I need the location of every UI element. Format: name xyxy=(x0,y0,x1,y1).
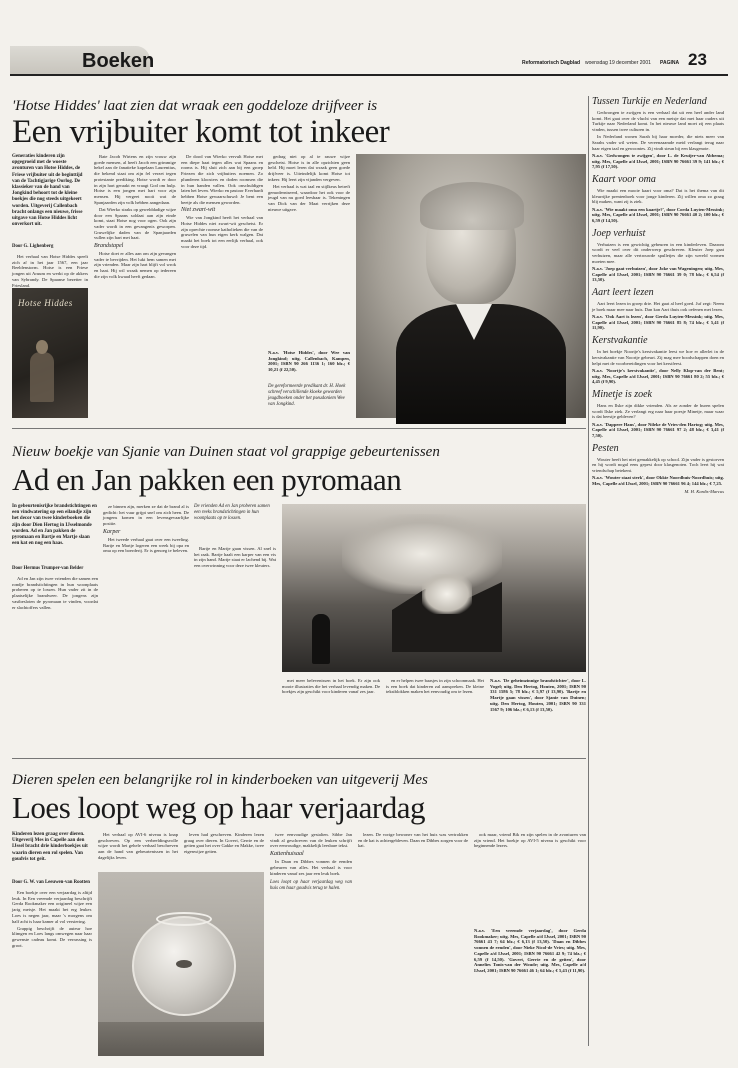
article2-inset-caption: De vrienden Ad en Jan proberen samen een reeks brandstichtingen in hun woonplaats op te lossen. xyxy=(194,504,270,521)
article3-col5: lezen. De vorige bewoner van het huis was vertrokken en de kat is achtergebleven. Daan en Dibbes zorgen voor de kat. xyxy=(358,832,468,849)
cover-title: Hotse Hiddes xyxy=(18,298,73,308)
article2-col5: en er helpen twee baasjes in zijn schoonmaak. Het is een boek dat kinderen zal aanspreken. De kleine tekstblokken maken het eenvoudig om te lezen. xyxy=(386,678,484,695)
page-number: 23 xyxy=(688,50,707,69)
masthead-rule xyxy=(10,74,728,76)
portrait-hair xyxy=(420,182,524,230)
sidebar-info-1: N.a.v. 'Gedwongen te zwijgen', door L. de Kruijer-van Abbema; uitg. Mes, Capelle a/d IJssel, 2001; ISBN 90 76661 39 9; 141 blz.; € 7,95 (f 17,50). xyxy=(592,152,724,170)
article3-col2: Het verhaal op AVI-6 niveau is knap geschreven. Op een verbeeldingsvolle wijze wordt het gehele verhaal beschreven aan de hand van gebeurtenissen in het dagelijks leven. xyxy=(98,832,178,860)
sidebar-info-5: N.a.v. 'Noortje's kerstvakantie', door Nelly Klop-van der Bent; uitg. Mes, Capelle a/d IJssel, 2001; ISBN 90 76661 80 2; 55 blz.; € 4,45 (f 9,90). xyxy=(592,367,724,385)
fishbowl-rim xyxy=(156,912,212,926)
sidebar-signature: M. H. Kardis-Marcus xyxy=(684,488,724,494)
article1-info: N.a.v. 'Hotse Hiddes', door Wee van Jongkind; uitg. Callenbach, Kampen, 2001; ISBN 90 266 1136 1; 160 blz.; € 10,21 (f 22,50). xyxy=(268,350,350,373)
article3-col3: leven had geschreven. Kinderen lezen graag over dieren. In Govert, Gerrie en de geiten gaat het over Gakke en Makke, twee eigenwijze geiten. xyxy=(184,832,264,855)
paper-name: Reformatorisch Dagblad xyxy=(522,60,581,66)
book-cover-image xyxy=(12,288,88,418)
article2-subhead-karper: Karper xyxy=(103,528,121,535)
article3-col6: ook maar, vriend Bik en zijn spelen in de avonturen van zijn vriend. Het boekje op AVI-5 niveau is geschikt voor beginnende lezers. xyxy=(474,832,586,849)
sidebar-heading-6: Minetje is zoek xyxy=(592,388,652,400)
article2-lead: In gebeurtenisrijke brandstichtingen en een vindwatering op een eilandje zijn het decor van twee kinderboeken die zijn door Dien Hertog in IJsselmonde worden. Ad en Jan pakken de pyromaan en Bartje en Martje slaan een kat en nog een haas. xyxy=(12,504,97,547)
masthead xyxy=(0,46,738,76)
article3-byline: Door G. W. van Leeuwen-van Rootten xyxy=(12,880,90,885)
sidebar-heading-7: Pesten xyxy=(592,442,619,454)
table-edge xyxy=(98,1022,264,1056)
sidebar-heading-2: Kaart voor oma xyxy=(592,174,656,186)
fire-photo xyxy=(282,504,586,672)
article3-col1: Een boekje over een verjaardag is altijd leuk. In Een vreemde verjaardag beschrijft Gerda Rookmaker een origineel wijze een jarig meisje. Het maakt het erg leuker. Loes is negen jaar, maar 's morgens om half acht is haar kamer al vol versiering. Grappig beschrijft de auteur hoe klimgen en Loes langs omwegen naar haar gewenste cadeau komt. De verrassing is groot. xyxy=(12,890,92,948)
article3-photo-caption: Loes loopt op haar verjaardag weg van huis om haar goudvis terug te halen. xyxy=(270,880,352,892)
author-portrait-photo xyxy=(356,154,586,418)
article3-kicker: Dieren spelen een belangrijke rol in kinderboeken van uitgeverij Mes xyxy=(12,772,428,788)
article2-top-rule xyxy=(12,428,586,429)
article1-subhead-brandstapel: Brandstapel xyxy=(94,243,124,250)
flames xyxy=(422,574,472,614)
article1-col2: Bate Jacob Wirtens en zijn vrouw zijn goede mensen, al heeft Jacob een grimmige hekel aan de fanatieke kapelaan Laurentius, die bekend staat om zijn fel verzet tegen protestante prediking. Hotse wordt er door in zijn hart geraakt en vraagt God om hulp. Hotse is een jongen met hart voor zijn mensen. Hij vergeet nooit wat de Spanjaarden zijn volk hebben aangedaan. Dat Wierko straks op gewelddadige wijze door een Spaans soldaat aan zijn einde komt, staat Hotse nog voor ogen. Ook zijn vader wordt in een gevangenis geworpen. Gruwelijke daden van de Spanjaarden vullen zijn hart met haat. Brandstapel Hotse doet er alles aan om zijn gevangen vader te bevrijden. Het lukt hem samen met zijn vrienden. Maar zijn hart blijft vol wrok en haat. Hij wil wraak nemen op iedereen die zijn volk kwaad heeft gedaan. xyxy=(94,154,176,279)
article3-top-rule xyxy=(12,758,586,759)
article1-headline: Een vrijbuiter komt tot inkeer xyxy=(12,114,390,150)
article2-col4: met meer belevenissen in het boek. Er zijn ook mooie illustraties die het verhaal levendig maken. De boekjes zijn geschikt voor kinderen vanaf zes jaar. xyxy=(282,678,380,695)
sidebar-heading-4: Aart leert lezen xyxy=(592,287,654,299)
article1-byline: Door G. Lighenberg xyxy=(12,244,54,249)
section-title: Boeken xyxy=(82,50,155,72)
sidebar-info-7: N.a.v. 'Wouter staat sterk', door Okkie Noordhuis-Noordhuis; uitg. Mes, Capelle a/d IJssel, 2001; ISBN 90 76661 96 4; 144 blz.; € 7,25. xyxy=(592,475,724,486)
article2-byline: Door Hermus Trumper-van Belder xyxy=(12,566,84,571)
cover-figure-head xyxy=(36,340,48,354)
article1-col3: De dood van Wierko vervult Hotse met een diepe haat tegen alles wat Spaans en rooms is. Hij sluit zich aan bij een groep Friezen die zich vrijbuiters noemen. Zo plunderen kloosters en doden roomsen die in hun handen vallen. Ook onschuldigen laten het leven. Wierko en pastoor Everhardt hebben Hotse gewaarschuwd: Je bent een beetje als die mensen geworden. Niet zwart-wit Wie van Jongkind heeft het verhaal van Hotse Hiddes niet zwart-wit geschetst. Er zijn oprechte roomse katholieken die van de gruwelen van hun eigen kerk walgen. Dat maakt het boek tot een eerlijk verhaal, ook voor deze tijd. xyxy=(181,154,264,249)
article2-kicker: Nieuw boekje van Sjanie van Duinen staat vol grappige gebeurtenissen xyxy=(12,444,440,460)
fishbowl-photo xyxy=(98,872,264,1056)
cover-figure xyxy=(30,352,54,402)
article3-subhead: Kattenhuisaal xyxy=(270,851,304,858)
article1-subhead-zwart-wit: Niet zwart-wit xyxy=(181,207,216,214)
article1-col4: gedrag niet op al te rauwe wijze geschetst. Hotse is in alle opzichten geen held. Hij moet leren dat wraak geen goede drijfveer is. Uiteindelijk komt Hotse tot inkeer. Hij leert zijn vijanden vergeven. Het verhaal is wat taal en stijlkeus betreft gemoderniseerd, waardoor het ook voor de jeugd van nu goed leesbaar is. Tekeningen van Dick van der Maat verrijken deze nieuwe uitgave. xyxy=(268,154,350,212)
date-label: woensdag 19 december 2001 xyxy=(585,60,651,66)
goldfish xyxy=(176,960,192,968)
article2-col3: Bartje en Martje gaan vissen. Al snel is het raak. Bartje haalt een karper van een vis in zijn hand. Martje staat er lachend bij. Wat een overwinning voor deze twee kleuters. xyxy=(194,546,276,569)
sidebar-info-6: N.a.v. 'Dappere Hans', door Nileke de Vries-den Hartog; uitg. Mes, Capelle a/d IJssel, 2001; ISBN 90 76661 97 2; 48 blz.; € 3,41 (f 7,50). xyxy=(592,421,724,438)
article3-col4: twee eenvoudige gestalten. Sibbe Jan vindt al geschreven van de leuken schrijft over eenvoudige, makkelijk leesbare tekst. Kattenhuisaal In Daan en Dibbes vonnen de eenden gebeuren van alles. Het verhaal is voor kinderen vanaf zes jaar een leuk boek. Loes loopt op haar verjaardag weg van huis om haar goudvis terug te halen. xyxy=(270,832,352,892)
article1-lead: Generaties kinderen zijn opgegroeid met de woeste avonturen van Hotse Hiddes, de Friese vrijbuiter uit de beginttijd van de Tachtigjarige Oorlog. De klassieker van de hand van Jongkind behoort tot de kleine boekjes die nog steeds uitgekeert worden. Uitgeverij Callenbach bracht onlangs een nieuwe, frisse uitgave van Hotse Hiddes licht onverkort uit. xyxy=(12,154,83,228)
sidebar-heading-5: Kerstvakantie xyxy=(592,335,648,347)
article3-lead: Kinderen lezen graag over dieren. Uitgeverij Mes in Capelle aan den IJssel bracht drie kinderboekjes uit waarin dieren een rol spelen. Van goudvis tot geit. xyxy=(12,832,88,862)
article3-info: N.a.v. 'Een vreemde verjaardag', door Gerda Rookmaker; uitg. Mes, Capelle a/d IJssel, 2001; ISBN 90 76661 43 7; 64 blz.; € 6,13 (f 13,50). 'Daan en Dibbes vonnen de eenden', door Nieke Nicol-de Vries; uitg. Mes, Capelle a/d IJssel, 2001; ISBN 90 76661 42 9; 74 blz.; € 6,59 (f 14,50). 'Govert, Gerrie en de geiten', door Annelies Tonis-van der Woude; uitg. Mes, Capelle a/d IJssel, 2001; ISBN 90 76661 46 1; 64 blz.; € 5,43 (f 11,90). xyxy=(474,928,586,973)
sidebar-divider xyxy=(588,96,589,1046)
article1-col1: Het verhaal van Hotse Hiddes speelt zich af in het jaar 1567, een jaar Beeldenstorm. Hotse is een Friese jongen uit Aruum en werkt op de akkers van Sybrandy. De Spaanse bezetter in Friesland. xyxy=(12,254,88,288)
article2-headline: Ad en Jan pakken een pyromaan xyxy=(12,462,402,497)
article2-info: N.a.v. 'De geheimzinnige brandstichter', door L. Vogel; uitg. Den Hertog, Houten, 2001; ISBN 90 331 1586 5; 78 blz.; € 5,97 (f 13,90). 'Bartje en Martje gaan vissen', door Sjanie van Duinen; uitg. Den Hertog, Houten, 2001; ISBN 90 331 1567 9; 106 blz.; € 6,13 (f 13,50). xyxy=(490,678,586,712)
page-label: PAGINA xyxy=(660,60,680,66)
article2-col2: ze binnen zijn, merken ze dat de brand al is gedicht: het vuur grijpt snel om zich heen. De jongens komen in een levensgevaarlijke positie. Karper Het tweede verhaal gaat over een tweeling. Bartje en Martje logeren een week bij opa en oma op een boerderij. Er is genoeg te beleven. xyxy=(103,504,189,554)
sidebar-info-3: N.a.v. 'Joep gaat verhuizen', door Joke van Wageningen; uitg. Mes, Capelle a/d IJssel, 2001; ISBN 90 76661 39 0; 78 blz.; € 6,54 (f 13,50). xyxy=(592,266,724,283)
sidebar: Tussen Turkije en Nederland Gedwongen te zwijgen is een verhaal dat uit een heel ander land komt. Het gaat over de vlucht van een meisje dat met haar ouders uit Turkije naar Nederland komt. In het nieuwe land moet zij een plaats vinden, tussen twee culturen in. In Nederland wonen Sarah bij haar moeder, die niets meer van Sarahs vader wil weten. De vereenzaamde meid verlangt terug naar haar eigen taal en gewoontes. Zij vindt steun bij een klasgenote. N.a.v. 'Gedwongen te zwijgen', door L. de Kruijer-van Abbema; uitg. Mes, Capelle a/d IJssel, 2001; ISBN 90 76661 39 9; 141 blz.; € 7,95 (f 17,50). Kaart voor oma Wie maakt een mooie kaart voor oma? Dat is het thema van dit kleurrijke prentenboek voor jonge kinderen. Zij willen oma zo graag blij maken, want zij is ziek. N.a.v. 'Wie maakt oma een kaartje?', door Corda Luyten-Messink; uitg. Mes, Capelle a/d IJssel, 2001; ISBN 90 76661 40 2; 100 blz.; € 6,59 (f 14,50). Joep verhuist Verhuizen is een gewichtig gebeuren in een kinderleven. Daarom wordt er veel over dit onderwerp geschreven. Kleuter Joep gaat verhuizen, maar alle vertrouwde spulletjes die zijn wereld vormen moeten mee. N.a.v. 'Joep gaat verhuizen', door Joke van Wageningen; uitg. Mes, Capelle a/d IJssel, 2001; ISBN 90 76661 39 0; 78 blz.; € 6,54 (f 13,50). Aart leert lezen Aart leert lezen in groep drie. Het gaat al heel goed. Juf zegt: Neem je boek maar mee naar huis. Dan kan Aart thuis ook oefenen met lezen. N.a.v. 'Ook Aart is lezen', door Gerda Luyten-Messink; uitg. Mes, Capelle a/d IJssel, 2001; ISBN 90 76661 85 8; 74 blz.; € 5,41 (f 11,90). Kerstvakantie In het boekje Noortje's kerstvakantie leest we hoe er allerlei in de kerstvakantie van Noortje gebeurt. Zij mag mee boodschappen doen en helpt met de voorbereidingen voor het kerstfeest. N.a.v. 'Noortje's kerstvakantie', door Nelly Klop-van der Bent; uitg. Mes, Capelle a/d IJssel, 2001; ISBN 90 76661 80 2; 55 blz.; € 4,45 (f 9,90). Minetje is zoek Hans en Ilske zijn dikke vrienden. Als ze zonder de buren spelen wordt Ilske ziek. Ze verlangt erg naar haar poesje Minetje, maar waar is dat beestje gebleven? N.a.v. 'Dappere Hans', door Nileke de Vries-den Hartog; uitg. Mes, Capelle a/d IJssel, 2001; ISBN 90 76661 97 2; 48 blz.; € 3,41 (f 7,50). Pesten Wouter heeft het niet gemakkelijk op school. Zijn vader is gestorven en hij wordt nogal eens gepest door klasgenoten. Toch leert hij wat vriendschap betekent. N.a.v. 'Wouter staat sterk', door Okkie Noordhuis-Noordhuis; uitg. Mes, Capelle a/d IJssel, 2001; ISBN 90 76661 96 4; 144 blz.; € 7,25. M. H. Kardis-Marcus xyxy=(592,96,724,494)
article1-photo-caption: De gereformeerde predikant dr. H. Hoek schreef verschillende kloeke geworden jeugdboeken onder het pseudoniem Wee van Jongkind. xyxy=(268,384,346,407)
sidebar-heading-3: Joep verhuist xyxy=(592,227,646,239)
firefighter-figure xyxy=(312,614,330,664)
article2-col1: Ad en Jan zijn twee vrienden die samen een rondje brandstichtingen in hun woonplaats proberen op te lossen. Hun vader zit in de plaatselijke brandweer. De jongens zijn vastbesloten de pyromaan te vinden, voordat er slachtoffers vallen. xyxy=(12,576,98,610)
sidebar-info-4: N.a.v. 'Ook Aart is lezen', door Gerda Luyten-Messink; uitg. Mes, Capelle a/d IJssel, 2001; ISBN 90 76661 85 8; 74 blz.; € 5,41 (f 11,90). xyxy=(592,314,724,331)
article1-kicker: 'Hotse Hiddes' laat zien dat wraak een goddeloze drijfveer is xyxy=(12,98,378,114)
sidebar-info-2: N.a.v. 'Wie maakt oma een kaartje?', door Corda Luyten-Messink; uitg. Mes, Capelle a/d IJssel, 2001; ISBN 90 76661 40 2; 100 blz.; € 6,59 (f 14,50). xyxy=(592,206,724,224)
sidebar-heading: Tussen Turkije en Nederland xyxy=(592,96,707,107)
article3-headline: Loes loopt weg op haar verjaardag xyxy=(12,790,426,825)
